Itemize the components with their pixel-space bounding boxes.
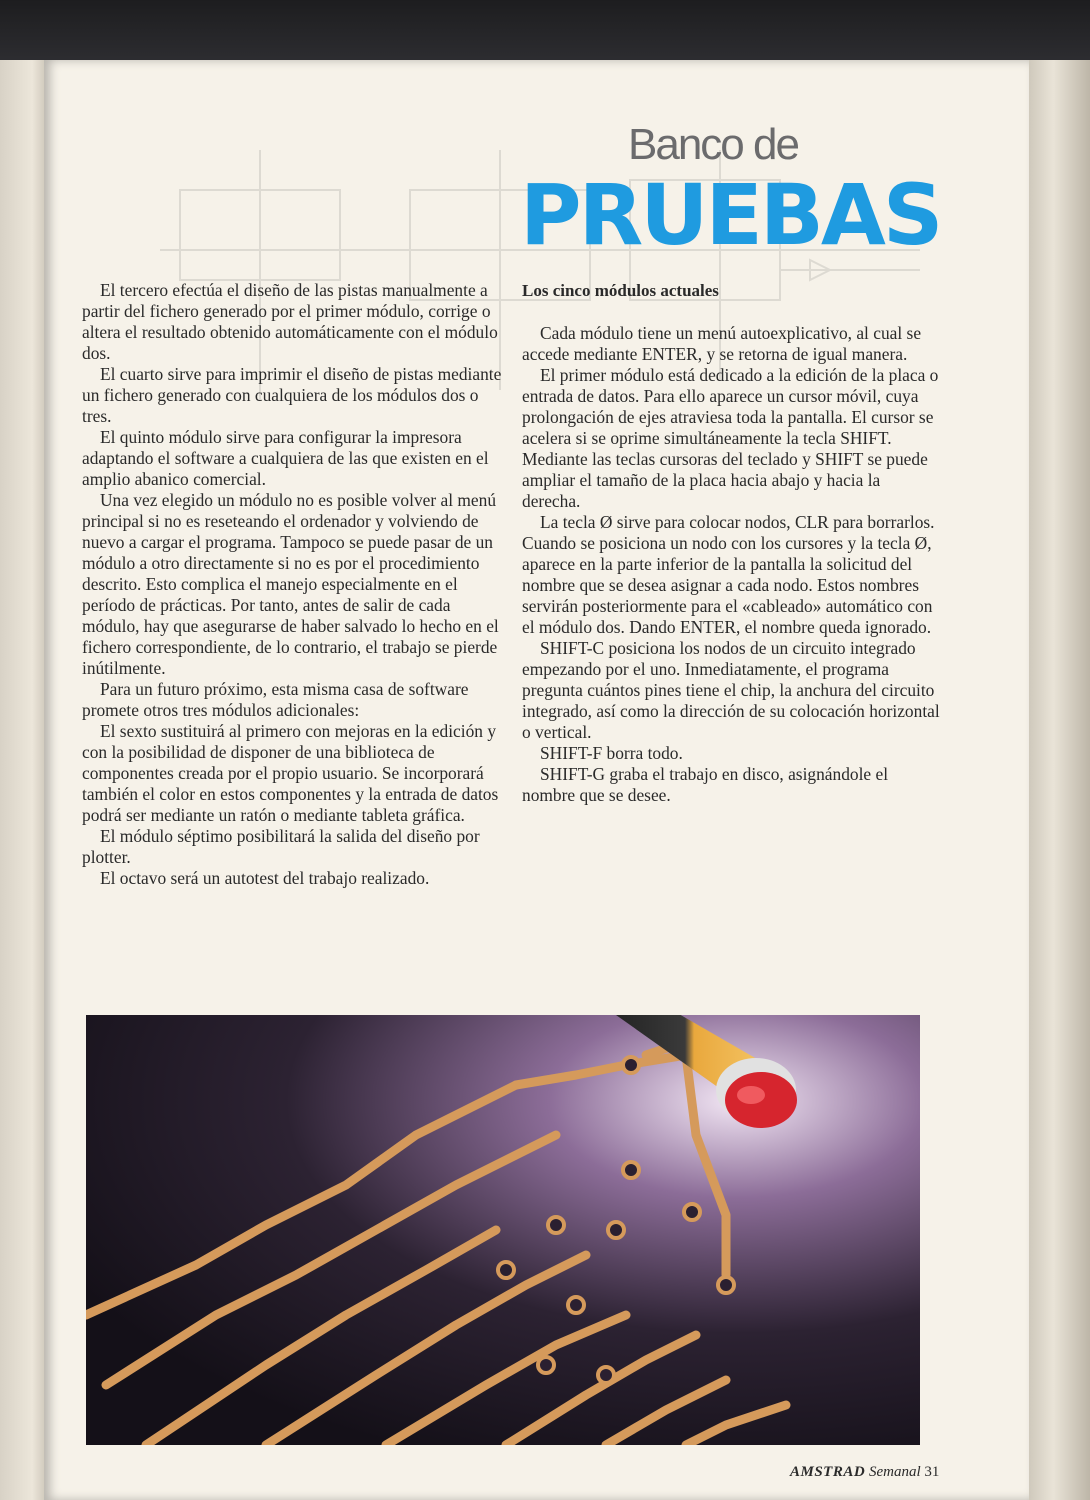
page-footer (790, 1464, 939, 1481)
paragraph: SHIFT-C posiciona los nodos de un circuito integrado empezando por el uno. Inmediatamente, el programa pregunta cuántos pines tiene el chip, la anchura del circuito integrado, así como la dirección de su colocación horizontal o vertical. (522, 638, 940, 742)
paragraph: El cuarto sirve para imprimir el diseño de pistas mediante un fichero generado con cualquiera de los módulos dos o tres. (82, 364, 502, 426)
paragraph: El tercero efectúa el diseño de las pistas manualmente a partir del fichero generado por el primer módulo, corrige o altera el resultado obtenido automáticamente con el módulo dos. (82, 280, 498, 363)
illustration-svg (86, 1015, 920, 1445)
title-big: PRUEBAS (520, 166, 941, 264)
paragraph: Para un futuro próximo, esta misma casa de software promete otros tres módulos adicionales: (82, 679, 469, 720)
paragraph: La tecla Ø sirve para colocar nodos, CLR para borrarlos. Cuando se posiciona un nodo con los cursores y la tecla Ø, aparece en la parte inferior de la pantalla la solicitud del nombre que se desea asignar a cada nodo. Estos nombres servirán posteriormente para el «cableado» automático con el módulo dos. Dando ENTER, el nombre queda ignorado. (522, 512, 935, 637)
paragraph: SHIFT-F borra todo. (540, 743, 683, 763)
right-column (522, 280, 942, 806)
paragraph: Cada módulo tiene un menú autoexplicativo, al cual se accede mediante ENTER, y se retorna de igual manera. (522, 323, 922, 364)
title-small: Banco de (628, 120, 798, 169)
footer-brand: AMSTRAD (790, 1464, 866, 1480)
page-stack-edge (1029, 60, 1090, 1500)
paragraph: SHIFT-G graba el trabajo en disco, asignándole el nombre que se desee. (522, 764, 889, 805)
paragraph: El sexto sustituirá al primero con mejoras en la edición y con la posibilidad de disponer de una biblioteca de componentes creada por el propio usuario. Se incorporará también el color en estos componentes y la entrada de datos podrá ser mediante un ratón o mediante tableta gráfica. (82, 721, 499, 825)
paragraph: El octavo será un autotest del trabajo realizado. (100, 868, 430, 888)
paragraph: El primer módulo está dedicado a la edición de la placa o entrada de datos. Para ello aparece un cursor móvil, cuya prolongación de ejes atraviesa toda la pantalla. El cursor se acelera si se oprime simultáneamente la tecla SHIFT. Mediante las teclas cursoras del teclado y SHIFT se puede ampliar el tamaño de la placa hacia abajo y hacia la derecha. (522, 365, 939, 511)
footer-publication: Semanal (868, 1464, 921, 1480)
paragraph: El módulo séptimo posibilitará la salida del diseño por plotter. (82, 826, 480, 867)
page-number: 31 (924, 1464, 940, 1480)
pcb-pencil-illustration (86, 1015, 920, 1445)
section-subheading: Los cinco módulos actuales (522, 281, 719, 300)
previous-page-edge (0, 60, 46, 1500)
left-column (82, 280, 502, 889)
paragraph: Una vez elegido un módulo no es posible volver al menú principal si no es reseteando el ordenador y volviendo de nuevo a cargar el programa. Tampoco se puede pasar de un módulo a otro directamente si no es por el procedimiento descrito. Esto complica el manejo especialmente en el período de prácticas. Por tanto, antes de salir de cada módulo, hay que asegurarse de haber salvado lo hecho en el fichero correspondiente, de lo contrario, el trabajo se pierde inútilmente. (82, 490, 499, 678)
paragraph: El quinto módulo sirve para configurar la impresora adaptando el software a cualquiera de las que existen en el amplio abanico comercial. (82, 427, 489, 489)
